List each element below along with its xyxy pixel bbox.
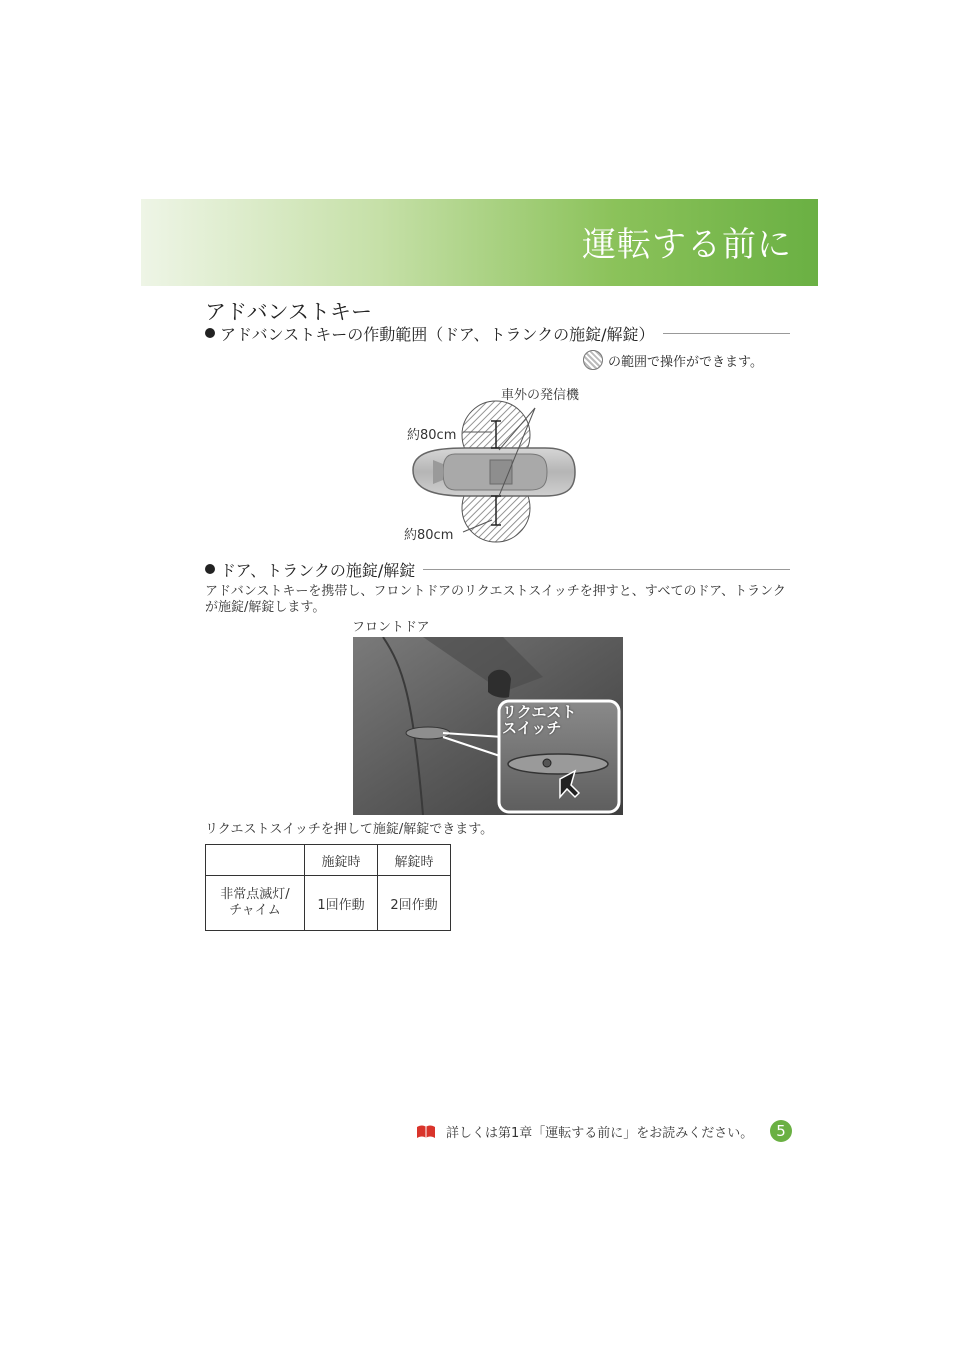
section-heading-lock [205, 557, 790, 581]
book-icon [416, 1125, 436, 1139]
section-heading-range [205, 321, 790, 345]
inset-door-handle [508, 754, 608, 774]
range-label-top: 約80cm [407, 428, 457, 443]
row-label-line-1: 非常点滅灯/ [220, 887, 290, 902]
footer-text: 詳しくは第1章「運転する前に」をお読みください。 [446, 1126, 754, 1141]
table-header-cell: 解錠時 [378, 845, 451, 876]
heading-rule [663, 333, 790, 334]
side-mirror [488, 670, 511, 698]
footer-reference [416, 1122, 753, 1141]
table-cell: 2回作動 [378, 876, 451, 931]
car-top-view [413, 448, 575, 496]
row-label-line-2: チャイム [229, 903, 281, 918]
table-row-label [206, 876, 305, 931]
chapter-title: 運転する前に [582, 225, 792, 265]
range-legend-text: の範囲で操作ができます。 [608, 354, 763, 370]
request-switch-callout [502, 704, 576, 736]
table-header-cell [206, 845, 305, 876]
heading-rule [423, 569, 790, 570]
request-switch-figure [353, 637, 623, 815]
section-heading-text: ドア、トランクの施錠/解錠 [220, 560, 416, 580]
page-title: アドバンストキー [205, 300, 372, 324]
key-range-figure [395, 380, 615, 545]
chapter-banner [141, 199, 818, 286]
bullet-dot [205, 328, 215, 338]
section-heading-text: アドバンストキーの作動範囲（ドア、トランクの施錠/解錠） [220, 324, 655, 344]
hatched-range-icon [583, 350, 603, 370]
bullet-dot [205, 564, 215, 574]
request-switch-note: リクエストスイッチを押して施錠/解錠できます。 [205, 822, 494, 837]
callout-line-1: リクエスト [502, 703, 577, 721]
transmitter-label: 車外の発信機 [501, 388, 580, 403]
section-body-text: アドバンストキーを携帯し、フロントドアのリクエストスイッチを押すと、すべてのドア、トランクが施錠/解錠します。 [205, 584, 786, 615]
page-number: 5 [770, 1120, 792, 1142]
table-cell: 1回作動 [305, 876, 378, 931]
range-label-bottom: 約80cm [404, 528, 454, 543]
request-switch-button [543, 759, 551, 767]
table-row [206, 876, 451, 931]
operation-table [205, 844, 451, 931]
callout-line-2: スイッチ [502, 719, 562, 737]
figure-caption-front-door: フロントドア [352, 620, 430, 635]
table-header-row [206, 845, 451, 876]
range-legend [583, 350, 763, 370]
table-header-cell: 施錠時 [305, 845, 378, 876]
